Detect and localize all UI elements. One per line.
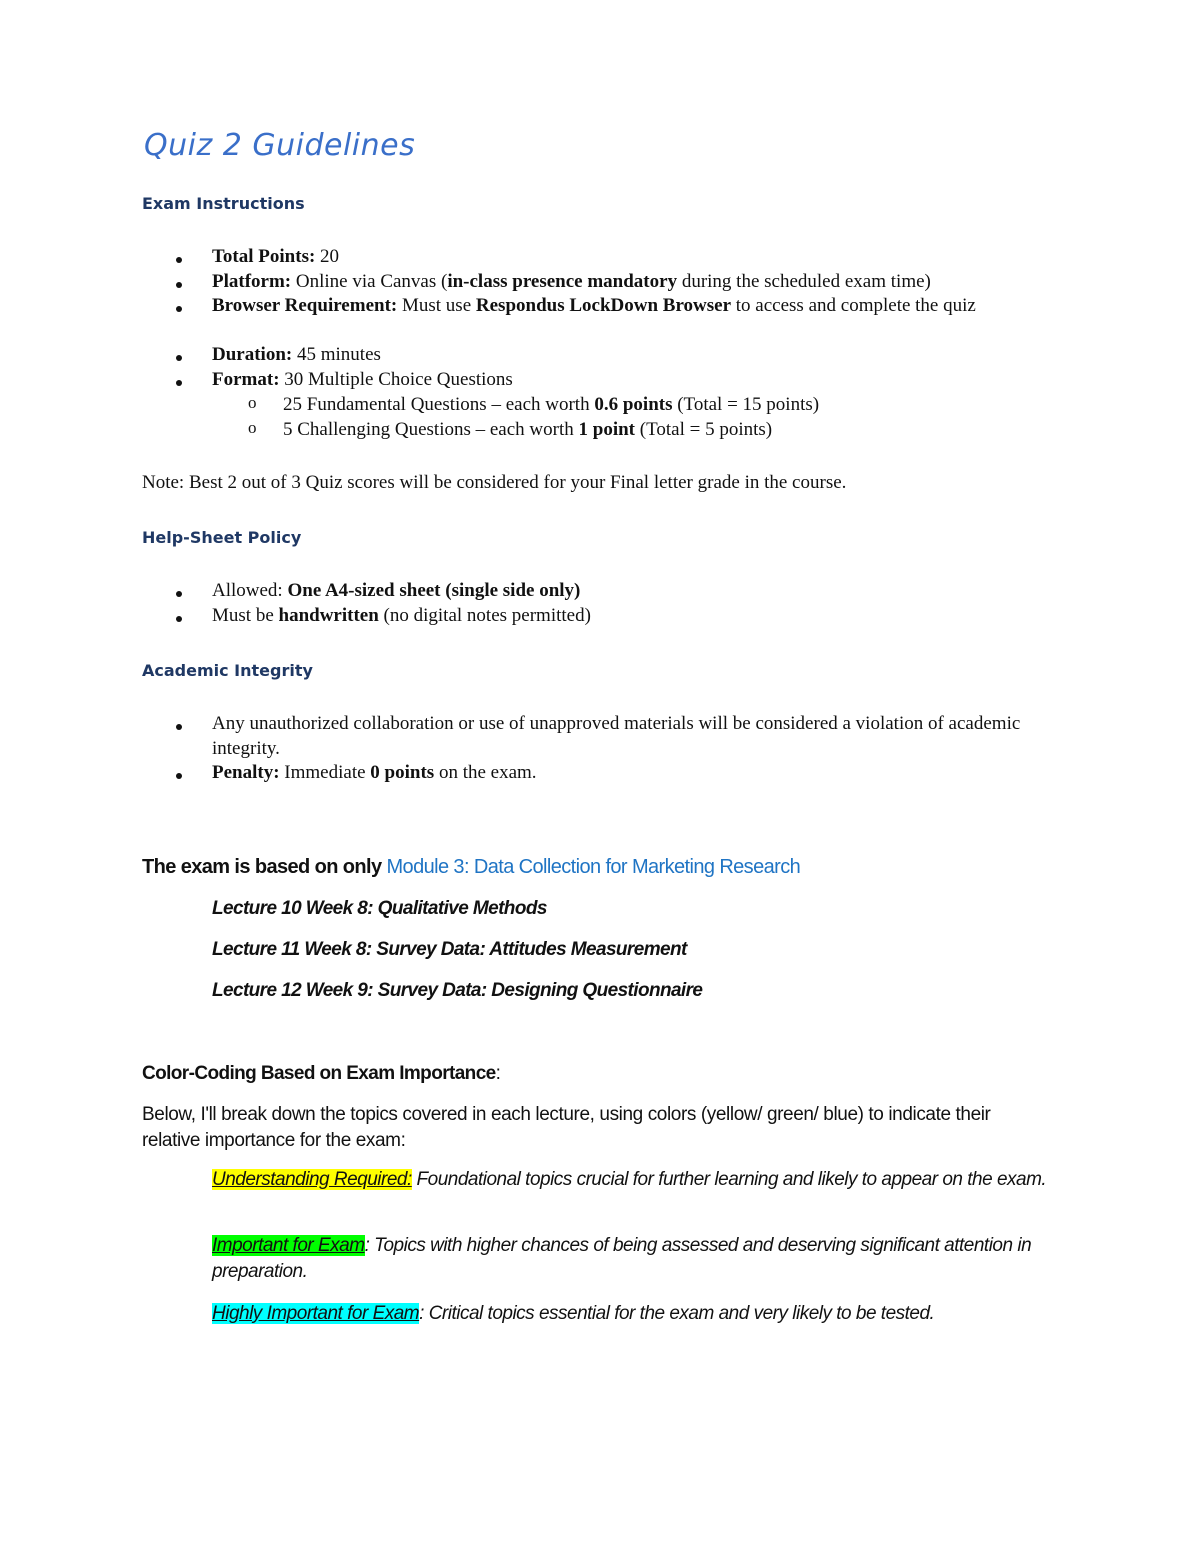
highlight-green: Important for Exam [212,1235,365,1256]
bullet-icon [176,306,182,312]
list-item-browser: Browser Requirement: Must use Respondus LockDown Browser to access and complete the quiz [212,295,976,316]
list-item-violation: Any unauthorized collaboration or use of unapproved materials will be considered a violation of academic integrity. [212,713,1021,759]
sub-bullet-icon: o [248,418,257,437]
bullet-icon [176,257,182,263]
bullet-icon [176,282,182,288]
legend-understanding-required: Understanding Required: Foundational topics crucial for further learning and likely to appear on the exam. [212,1169,1047,1190]
highlight-cyan: Highly Important for Exam [212,1303,420,1324]
module-name: Module 3: Data Collection for Marketing Research [386,856,801,878]
page-title: Quiz 2 Guidelines [144,128,416,163]
highlight-yellow: Understanding Required: [212,1169,412,1190]
bullet-icon [176,591,182,597]
list-item-allowed: Allowed: One A4-sized sheet (single side only) [212,580,581,601]
lecture-11: Lecture 11 Week 8: Survey Data: Attitudes Measurement [212,939,687,960]
bullet-icon [176,724,182,730]
legend-important: Important for Exam: Topics with higher chances of being assessed and deserving significant attention in preparation. [212,1235,1032,1282]
legend-highly-important: Highly Important for Exam: Critical topics essential for the exam and very likely to be tested. [212,1303,935,1324]
help-sheet-heading: Help-Sheet Policy [142,528,302,547]
list-item-penalty: Penalty: Immediate 0 points on the exam. [212,762,537,783]
sub-item-fundamental: 25 Fundamental Questions – each worth 0.6 points (Total = 15 points) [283,394,820,415]
list-item-duration: Duration: 45 minutes [212,344,381,365]
lecture-10: Lecture 10 Week 8: Qualitative Methods [212,898,547,919]
bullet-icon [176,355,182,361]
bullet-icon [176,616,182,622]
academic-integrity-heading: Academic Integrity [142,661,313,680]
sub-item-challenging: 5 Challenging Questions – each worth 1 point (Total = 5 points) [283,419,773,440]
grade-note: Note: Best 2 out of 3 Quiz scores will be considered for your Final letter grade in the course. [142,472,847,493]
color-coding-intro: Below, I'll break down the topics covered in each lecture, using colors (yellow/ green/ blue) to indicate their relative importance for the exam: [142,1104,991,1151]
bullet-icon [176,380,182,386]
module-statement: The exam is based on only Module 3: Data Collection for Marketing Research [142,856,801,878]
bullet-icon [176,773,182,779]
list-item-platform: Platform: Online via Canvas (in-class presence mandatory during the scheduled exam time) [212,271,931,292]
lecture-12: Lecture 12 Week 9: Survey Data: Designing Questionnaire [212,980,703,1001]
color-coding-heading: Color-Coding Based on Exam Importance: [142,1063,501,1084]
exam-instructions-heading: Exam Instructions [142,194,305,213]
list-item-format: Format: 30 Multiple Choice Questions [212,369,513,390]
list-item-handwritten: Must be handwritten (no digital notes permitted) [212,605,591,626]
list-item-total-points: Total Points: 20 [212,246,340,267]
sub-bullet-icon: o [248,393,257,412]
